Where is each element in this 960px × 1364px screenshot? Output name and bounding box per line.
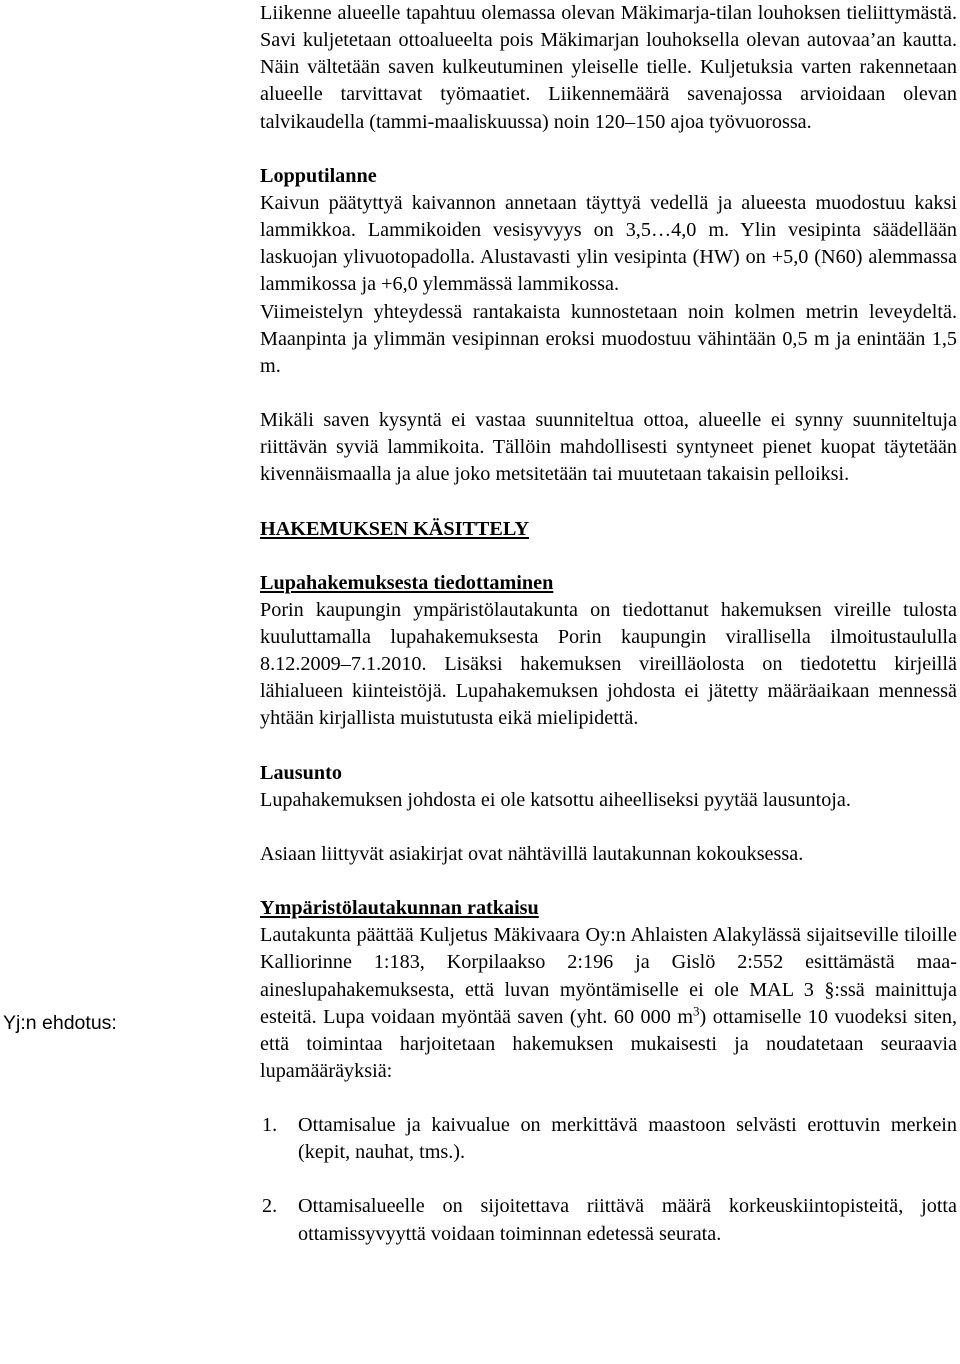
proposal-margin-label: Yj:n ehdotus: <box>3 1012 117 1034</box>
condition-number: 2. <box>262 1195 278 1218</box>
processing-heading: HAKEMUKSEN KÄSITTELY <box>260 517 530 540</box>
final-state-heading: Lopputilanne <box>260 164 377 187</box>
decision-paragraph <box>260 922 957 1085</box>
final-state-paragraph-1: Kaivun päätyttyä kaivannon annetaan täyttyä vedellä ja alueesta muodostuu kaksi lammikkoa. Lammikoiden vesisyvyys on 3,5…4,0 m. Ylin vesipinta säädellään laskuojan ylivuotopadolla. Alustavasti ylin vesipinta (HW) on +5,0 (N60) alemmassa lammikossa ja +6,0 ylemmässä lammikossa. <box>260 191 957 296</box>
final-state-paragraph-2: Viimeistelyn yhteydessä rantakaista kunnostetaan noin kolmen metrin leveydeltä. Maanpinta ja ylimmän vesipinnan eroksi muodostuu vähintään 0,5 m ja enintään 1,5 m. <box>260 300 957 377</box>
notification-heading: Lupahakemuksesta tiedottaminen <box>260 571 554 594</box>
cubic-superscript: 3 <box>693 1002 700 1018</box>
condition-text: Ottamisalue ja kaivualue on merkittävä maastoon selvästi erottuvin merkein (kepit, nauhat, tms.). <box>298 1114 957 1164</box>
traffic-paragraph: Liikenne alueelle tapahtuu olemassa olevan Mäkimarja-tilan louhoksen tieliittymästä. Savi kuljetetaan ottoalueelta pois Mäkimarjan louhoksella olevan autovaa’an kautta. Näin vältetään saven kulkeutuminen yleiselle tielle. Kuljetuksia varten rakennetaan alueelle tarvittavat työmaatiet. Liikennemäärä savenajossa arvioidaan olevan talvikaudella (tammi-maaliskuussa) noin 120–150 ajoa työvuorossa. <box>260 2 957 133</box>
condition-item <box>260 1193 957 1247</box>
document-column <box>260 0 957 1248</box>
final-state-paragraph-3: Mikäli saven kysyntä ei vastaa suunniteltua ottoa, alueelle ei synny suunniteltuja riittävän syviä lammikoita. Tällöin mahdollisesti syntyneet pienet kuopat täytetään kivennäismaalla ja alue joko metsitetään tai muutetaan takaisin pelloiksi. <box>260 409 957 486</box>
documents-note: Asiaan liittyvät asiakirjat ovat nähtävillä lautakunnan kokouksessa. <box>260 842 804 865</box>
decision-text-end: ) ottamiselle 10 vuodeksi siten, että toimintaa harjoitetaan hakemuksen mukaisesti ja noudatetaan seuraavia lupamääräyksiä: <box>260 1005 957 1082</box>
condition-item <box>260 1112 957 1166</box>
condition-text: Ottamisalueelle on sijoitettava riittävä määrä korkeuskiintopisteitä, jotta ottamissyvyyttä voidaan toiminnan edetessä seurata. <box>298 1195 957 1245</box>
decision-heading: Ympäristölautakunnan ratkaisu <box>260 897 539 920</box>
statement-heading: Lausunto <box>260 761 342 784</box>
conditions-list <box>260 1112 957 1248</box>
decision-text-start: Lautakunta päättää Kuljetus Mäkivaara Oy:n Ahlaisten Alakylässä sijaitseville tiloille Kalliorinne 1:183, Korpilaakso 2:196 ja Gislö 2:552 esittämästä maa-aineslupahakemuksesta, että luvan myöntämiselle ei ole MAL 3 §:ssä mainittuja esteitä. Lupa voidaan myöntää saven (yht. 60 000 m <box>260 924 957 1028</box>
statement-paragraph: Lupahakemuksen johdosta ei ole katsottu aiheelliseksi pyytää lausuntoja. <box>260 788 851 811</box>
notification-paragraph: Porin kaupungin ympäristölautakunta on tiedottanut hakemuksen vireille tulosta kuuluttamalla lupahakemuksesta Porin kaupungin virallisella ilmoitustaululla 8.12.2009–7.1.2010. Lisäksi hakemuksen vireilläolosta on tiedotettu kirjeillä lähialueen kiinteistöjä. Lupahakemuksen johdosta ei jätetty määräaikaan mennessä yhtään kirjallista muistutusta eikä mielipidettä. <box>260 598 957 730</box>
condition-number: 1. <box>262 1114 278 1137</box>
